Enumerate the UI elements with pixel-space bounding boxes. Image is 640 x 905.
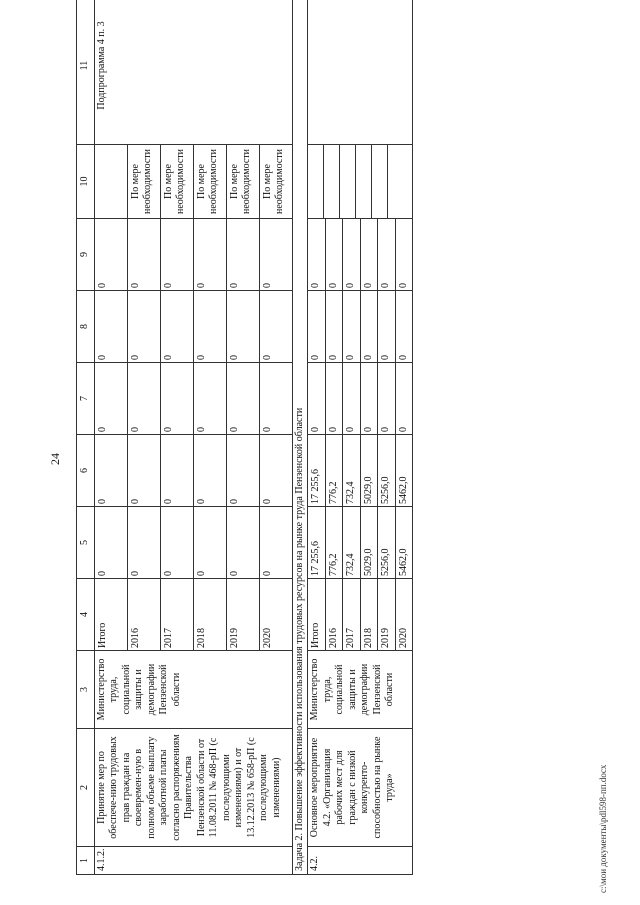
- page-number: 24: [48, 453, 62, 465]
- header-col-4: 4: [77, 579, 95, 651]
- value-cell: 0: [259, 507, 292, 578]
- header-col-11: 11: [77, 0, 95, 145]
- value-cell: 5462,0: [395, 435, 412, 506]
- value-cell: По мере необходимости: [160, 145, 193, 218]
- value-cell: 0: [193, 363, 226, 434]
- row-412-col5: [94, 507, 292, 579]
- row-42-executor: Министерство труда, социальной защиты и демографии Пензенской области: [308, 651, 413, 729]
- header-col-10: 10: [77, 145, 95, 219]
- year-cell: 2016: [325, 579, 343, 650]
- value-cell: 0: [325, 219, 343, 290]
- value-cell: 0: [96, 283, 108, 288]
- value-cell: 0: [96, 427, 108, 432]
- header-row: [77, 0, 95, 875]
- task-2-row: [292, 0, 308, 875]
- row-412-title: Принятие мер по обеспече-нию трудовых прав граждан на своевремен-ную в полном объеме выплату заработной платы согласно распоряжениям Правительства Пензенской области от 11.08.2011 № 468-рП (с последующими изменениями) и от 13.12.2013 № 658-рП (с последующими изменениями): [94, 729, 292, 847]
- row-4-1-2: [94, 0, 292, 875]
- value-cell: 0: [360, 291, 378, 362]
- value-cell: 0: [360, 363, 378, 434]
- row-42-col6: [308, 435, 413, 507]
- header-col-2: 2: [77, 729, 95, 847]
- value-cell: 0: [127, 219, 160, 290]
- year-cell: 2019: [226, 579, 259, 650]
- year-cell: 2016: [127, 579, 160, 650]
- row-42-col9: [308, 219, 413, 291]
- value-cell: 0: [310, 283, 321, 288]
- value-cell: [372, 145, 388, 218]
- value-cell: 17 255,6: [310, 469, 321, 504]
- measures-table: [76, 0, 413, 875]
- task-2-title: Задача 2. Повышение эффективности использования трудовых ресурсов на рынке труда Пензенской области: [292, 0, 308, 875]
- value-cell: 0: [127, 507, 160, 578]
- row-4-2: [308, 0, 413, 875]
- row-412-col8: [94, 291, 292, 363]
- year-cell: 2020: [395, 579, 412, 650]
- row-42-years: [308, 579, 413, 651]
- year-cell: 2020: [259, 579, 292, 650]
- value-cell: 0: [160, 291, 193, 362]
- row-42-col8: [308, 291, 413, 363]
- year-cell: Итого: [96, 622, 108, 648]
- year-cell: 2018: [360, 579, 378, 650]
- value-cell: 0: [310, 355, 321, 360]
- row-42-col11: [308, 0, 413, 145]
- value-cell: 732,4: [343, 435, 361, 506]
- value-cell: 0: [160, 435, 193, 506]
- value-cell: 5256,0: [378, 507, 396, 578]
- row-412-col7: [94, 363, 292, 435]
- value-cell: 0: [193, 291, 226, 362]
- value-cell: 0: [343, 363, 361, 434]
- value-cell: 0: [160, 363, 193, 434]
- value-cell: 732,4: [343, 507, 361, 578]
- value-cell: 0: [395, 291, 412, 362]
- value-cell: По мере необходимости: [259, 145, 292, 218]
- row-42-num: 4.2.: [308, 847, 413, 875]
- row-412-num: 4.1.2.: [94, 847, 292, 875]
- row-412-years: [94, 579, 292, 651]
- value-cell: 0: [259, 291, 292, 362]
- header-col-6: 6: [77, 435, 95, 507]
- value-cell: 776,2: [325, 435, 343, 506]
- value-cell: 0: [127, 291, 160, 362]
- value-cell: 0: [395, 219, 412, 290]
- value-cell: 0: [226, 507, 259, 578]
- value-cell: [95, 145, 128, 218]
- row-412-col10: [94, 145, 292, 219]
- value-cell: 0: [127, 435, 160, 506]
- value-cell: 0: [360, 219, 378, 290]
- value-cell: 17 255,6: [310, 541, 321, 576]
- value-cell: 0: [259, 363, 292, 434]
- value-cell: 0: [378, 291, 396, 362]
- value-cell: 0: [226, 219, 259, 290]
- value-cell: 0: [96, 355, 108, 360]
- value-cell: 0: [343, 291, 361, 362]
- year-cell: 2018: [193, 579, 226, 650]
- value-cell: По мере необходимости: [193, 145, 226, 218]
- value-cell: 0: [193, 435, 226, 506]
- value-cell: 776,2: [325, 507, 343, 578]
- value-cell: По мере необходимости: [127, 145, 160, 218]
- value-cell: 5029,0: [360, 435, 378, 506]
- value-cell: По мере необходимости: [226, 145, 259, 218]
- value-cell: 0: [378, 363, 396, 434]
- value-cell: 0: [343, 219, 361, 290]
- row-412-col11: Подпрограмма 4 п. 3: [94, 0, 292, 145]
- value-cell: 5029,0: [360, 507, 378, 578]
- row-412-executor: Министерство труда, социальной защиты и демографии Пензенской области: [94, 651, 292, 729]
- value-cell: [388, 145, 404, 218]
- value-cell: 5256,0: [378, 435, 396, 506]
- row-412-col9: [94, 219, 292, 291]
- year-cell: 2017: [343, 579, 361, 650]
- value-cell: 0: [325, 363, 343, 434]
- footer-file-path: c:\мои документы\pdl598-пп.docx: [598, 764, 608, 893]
- value-cell: 0: [226, 435, 259, 506]
- year-cell: 2019: [378, 579, 396, 650]
- value-cell: 5462,0: [395, 507, 412, 578]
- header-col-9: 9: [77, 219, 95, 291]
- value-cell: 0: [193, 507, 226, 578]
- header-col-3: 3: [77, 651, 95, 729]
- value-cell: [340, 145, 356, 218]
- value-cell: 0: [96, 499, 108, 504]
- value-cell: 0: [310, 427, 321, 432]
- value-cell: [356, 145, 372, 218]
- value-cell: 0: [127, 363, 160, 434]
- row-42-title: Основное мероприятие 4.2. «Организация рабочих мест для граждан с низкой конкуренто-способностью на рынке труда»: [308, 729, 413, 847]
- value-cell: 0: [193, 219, 226, 290]
- year-cell: 2017: [160, 579, 193, 650]
- value-cell: 0: [160, 219, 193, 290]
- row-42-col7: [308, 363, 413, 435]
- row-42-col10: [308, 145, 413, 219]
- value-cell: 0: [226, 291, 259, 362]
- value-cell: [308, 145, 324, 218]
- value-cell: 0: [259, 435, 292, 506]
- value-cell: 0: [378, 219, 396, 290]
- header-col-1: 1: [77, 847, 95, 875]
- value-cell: 0: [96, 571, 108, 576]
- value-cell: 0: [395, 363, 412, 434]
- value-cell: 0: [259, 219, 292, 290]
- year-cell: Итого: [310, 622, 321, 648]
- header-col-5: 5: [77, 507, 95, 579]
- value-cell: 0: [226, 363, 259, 434]
- value-cell: [324, 145, 340, 218]
- row-42-col5: [308, 507, 413, 579]
- row-412-col6: [94, 435, 292, 507]
- header-col-7: 7: [77, 363, 95, 435]
- header-col-8: 8: [77, 291, 95, 363]
- value-cell: 0: [160, 507, 193, 578]
- value-cell: 0: [325, 291, 343, 362]
